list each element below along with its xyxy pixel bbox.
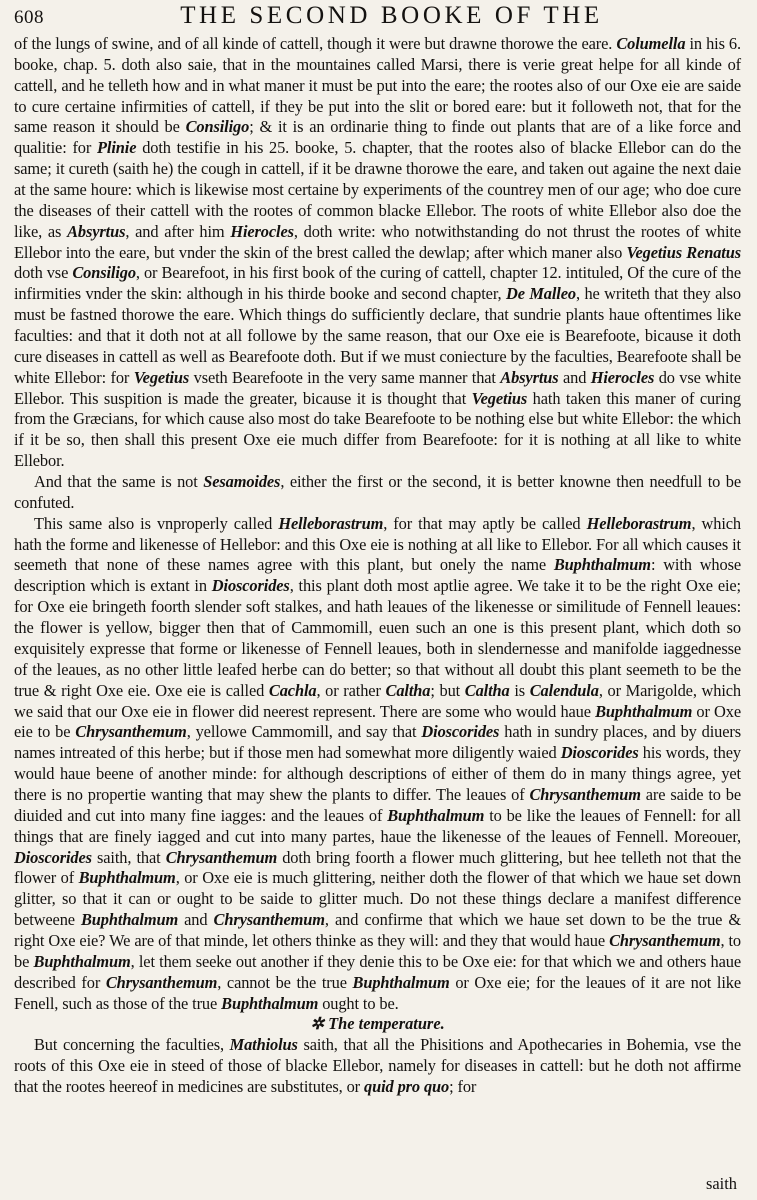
text-run: and (178, 910, 214, 930)
italic-name: Vegetius Renatus (626, 242, 741, 262)
italic-name: Dioscorides (14, 847, 92, 867)
text-run: , and confirme that which we haue set down to be the true & right Oxe eie? We are of that minde, let others thinke as they will: and they that would haue (14, 910, 742, 950)
italic-name: Buphthalmum (553, 555, 651, 575)
text-run: or Oxe eie to be (14, 701, 741, 742)
catchword: saith (706, 1174, 737, 1193)
text-run: , either the first or the second, it is better knowne then needfull to be confuted. (14, 472, 741, 512)
italic-name: Buphthalmum (33, 951, 131, 971)
italic-name: Absyrtus (500, 367, 559, 387)
text-run: And that the same is not (34, 472, 204, 492)
italic-name: De Malleo (505, 284, 576, 304)
italic-name: Chrysanthemum (529, 784, 641, 804)
section-heading: ✲ The temperature. (310, 1014, 445, 1034)
text-run: , which hath the forme and likenesse of Hellebor: and this Oxe eie is nothing at all like to Ellebor. For all which causes it seemeth that none of these names agree with this plant, but onely the name (14, 513, 741, 575)
text-run: , or Marigolde, which we said that our Oxe eie in flower did neerest represent. There are some who would haue (14, 680, 741, 721)
italic-name: Chrysanthemum (609, 930, 721, 950)
text-run: hath in sundry places, and by diuers names intreated of this herbe; but if those men had somewhat more diligently waied (14, 722, 742, 763)
text-run: , he writeth that they also must be fastned thorowe the eare. Which things do sufficiently declare, that sundrie plants haue oftentimes like faculties: and that it doth not at all followe by the same reason, that our Oxe eie is Bearefoote, bicause it doth cure diseases in cattell as well as Bearefoote doth. But if we must coniecture by the faculties, Bearefoote shall be white Ellebor: for (14, 284, 741, 387)
italic-name: Buphthalmum (387, 805, 485, 825)
italic-name: Buphthalmum (81, 910, 179, 930)
italic-name: Chrysanthemum (75, 722, 187, 742)
italic-name: Chrysanthemum (213, 910, 325, 930)
text-run: , or Bearefoot, in his first book of the curing of cattell, chapter 12. intituled, Of the cure of the infirmities vnder the skin: although in his thirde booke and second chapter, (14, 263, 742, 304)
text-run: This same also is vnproperly called (34, 513, 279, 533)
italic-name: Buphthalmum (78, 868, 176, 888)
italic-name: Caltha (385, 680, 431, 700)
running-title: THE SECOND BOOKE OF THE (180, 2, 603, 29)
italic-name: Helleborastrum (278, 513, 384, 533)
text-run: do vse white Ellebor. This suspition is made the greater, bicause it is thought that (14, 367, 742, 408)
text-run: hath taken this maner of curing from the Græcians, for which cause also most do take Bearefoote to be nothing else but white Ellebor: the which if it be so, then shall this present Oxe eie much differ from Bearefoote: for it is nothing at all like to white Ellebor. (14, 388, 741, 471)
text-run: to be like the leaues of Fennell: for all things that are finely iagged and cut into many partes, haue the likenesse of the leaues of Fennell. Moreouer, (14, 805, 741, 846)
text-run: and (558, 367, 591, 387)
text-run: ; but (430, 680, 465, 700)
text-run: , let them seeke out another if they denie this to be Oxe eie: for that which we and others haue described for (14, 951, 741, 992)
italic-name: Hierocles (590, 367, 655, 387)
italic-name: Dioscorides (560, 743, 639, 763)
italic-name: Buphthalmum (352, 972, 450, 992)
italic-name: Buphthalmum (595, 701, 693, 721)
text-run: , or Oxe eie is much glittering, neither doth the flower of that which we haue set down glitter, so that it can or ought to be saide to glitter much. Do not these things declare a manifest difference betweene (14, 868, 741, 930)
italic-name: quid pro quo (364, 1076, 450, 1096)
italic-name: Chrysanthemum (165, 847, 278, 867)
text-run: of the lungs of swine, and of all kinde of cattell, though it were but drawne thorowe the eare. (14, 34, 617, 53)
text-run: doth vse (14, 263, 73, 283)
text-run: But concerning the faculties, (34, 1035, 230, 1055)
text-run: , cannot be the true (217, 972, 353, 992)
text-run: , and after him (125, 221, 231, 241)
text-run: saith, that (91, 847, 166, 867)
italic-name: Columella (616, 34, 686, 53)
text-run: ; & it is an ordinarie thing to finde out plants that are of a like force and qualitie: for (14, 117, 741, 158)
italic-name: Vegetius (133, 367, 190, 387)
text-run: is (509, 680, 530, 700)
italic-name: Chrysanthemum (105, 972, 218, 992)
paragraphs (14, 34, 741, 1014)
italic-name: Buphthalmum (221, 993, 319, 1013)
italic-name: Mathiolus (229, 1035, 298, 1055)
text-run: ought to be. (318, 993, 399, 1013)
text-run: vseth Bearefoote in the very same manner that (189, 367, 501, 387)
text-run: , for that may aptly be called (383, 513, 587, 533)
body-text (14, 34, 741, 1098)
text-run: ; for (449, 1076, 477, 1096)
text-run: , or rather (316, 680, 386, 700)
text-run: , this plant doth most aptlie agree. We take it to be the right Oxe eie; for Oxe eie bringeth foorth slender soft stalkes, and hath leaues of the likenesse or similitude of Fennell leaues: the flower is yellow, bigger then that of Cammomill, euen such an one is this present plant, which doth so exquisitely expresse that forme or likenesse of Fennell leaues, both in slendernesse and manifolde iaggednesse of the leaues, as no other little leafed herbe can do better; so that without all doubt this plant seemeth to be the true & right Oxe eie. Oxe eie is called (14, 576, 741, 700)
text-run: : with whose description which is extant in (14, 555, 741, 596)
text-run: , doth write: who notwithstanding do not thrust the rootes of white Ellebor into the eare, but vnder the skin of the brest called the dewlap; after which maner also (14, 221, 741, 262)
running-header (14, 0, 741, 34)
italic-name: Dioscorides (211, 576, 290, 596)
text-run: are saide to be diuided and cut into many fine iagges: and the leaues of (14, 784, 741, 825)
italic-name: Absyrtus (67, 221, 126, 241)
italic-name: Cachla (268, 680, 317, 700)
text-run: doth testifie in his 25. booke, 5. chapter, that the rootes also of blacke Ellebor can do the same; it cureth (saith he) the cough in cattell, if it be drawne thorowe the eare, and taken out againe the next daie at the same houre: which is likewise most certaine by experiments of the countrey men of our age; who doe cure the diseases of their cattell with the rootes of common blacke Ellebor. The roots of white Ellebor also doe the like, as (14, 138, 741, 241)
paragraph (14, 34, 741, 472)
italic-name: Plinie (97, 138, 137, 158)
text-run: doth bring foorth a flower much glittering, but hee telleth not that the flower of (14, 847, 741, 888)
text-run: saith, that all the Phisitions and Apothecaries in Bohemia, vse the roots of this Oxe eie in steed of those of blacke Ellebor, namely for diseases in cattell: but he doth not affirme that the rootes heereof in medicines are substitutes, or (14, 1035, 741, 1096)
italic-name: Vegetius (471, 388, 528, 408)
italic-name: Consiligo (185, 117, 250, 137)
italic-name: Dioscorides (421, 722, 500, 742)
page-number: 608 (14, 7, 44, 28)
text-run: or Oxe eie; for the leaues of it are not like Fenell, such as those of the true (14, 972, 741, 1013)
text-run: , to be (14, 930, 742, 971)
italic-name: Caltha (464, 680, 510, 700)
italic-name: Consiligo (72, 263, 136, 283)
final-paragraph-container (14, 1035, 741, 1098)
paragraph (14, 514, 741, 1015)
italic-name: Hierocles (230, 221, 294, 241)
italic-name: Calendula (529, 680, 599, 700)
italic-name: Sesamoides (203, 472, 281, 492)
text-run: in his 6. booke, chap. 5. doth also saie, that in the mountaines called Marsi, there is verie great helpe for all kinde of cattell, and he telleth how and in what maner it must be put into the eare; the rootes also of our Oxe eie are saide to cure certaine infirmities of cattell, if they be put into the slit or bored eare: but it followeth not, that for the same reason it should be (14, 34, 741, 137)
paragraph (14, 1035, 741, 1098)
text-run: his words, they would haue beene of another minde: for although descriptions of either of them do in many things agree, yet there is no propertie wanting that may shew the plants to differ. The leaues of (14, 743, 741, 804)
italic-name: Helleborastrum (586, 513, 692, 533)
text-run: , yellowe Cammomill, and say that (186, 722, 422, 742)
paragraph (14, 472, 741, 514)
